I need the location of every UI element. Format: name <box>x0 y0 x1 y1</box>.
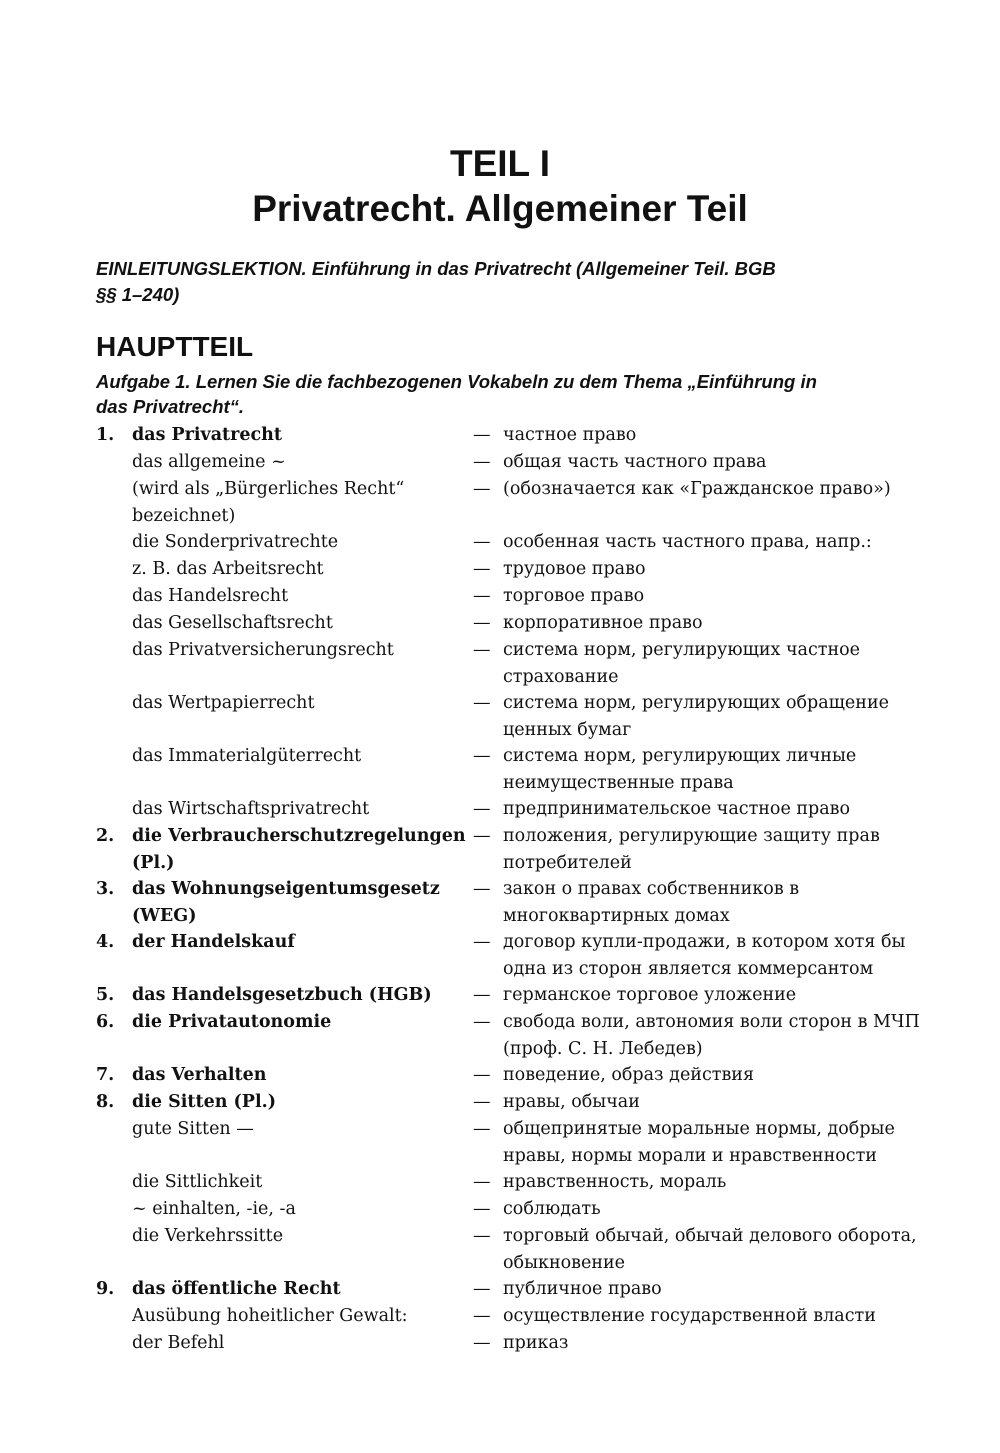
dash-separator: — <box>473 1119 491 1139</box>
russian-translation: договор купли-продажи, в котором хотя бы одна из сторон является коммерсантом <box>503 932 906 979</box>
entry-number: 2. <box>96 826 115 846</box>
dash-separator: — <box>473 985 491 1005</box>
lesson-title-line: §§ 1–240) <box>96 284 180 305</box>
russian-translation: закон о правах собственников в многоквартирных домах <box>503 879 800 926</box>
dash-separator: — <box>473 1012 491 1032</box>
dash-separator: — <box>473 613 491 633</box>
russian-translation: торговое право <box>503 586 645 606</box>
vocab-entry <box>0 476 1000 529</box>
russian-translation: поведение, образ действия <box>503 1065 754 1085</box>
lesson-title <box>96 256 896 308</box>
german-term: das Privatversicherungsrecht <box>132 640 394 660</box>
russian-translation: частное право <box>503 425 637 445</box>
lesson-title-line: EINLEITUNGSLEKTION. Einführung in das Privatrecht (Allgemeiner Teil. BGB <box>96 258 776 279</box>
vocab-entry <box>0 422 1000 449</box>
dash-separator: — <box>473 799 491 819</box>
russian-translation: торговый обычай, обычай делового оборота, обыкновение <box>503 1226 917 1273</box>
russian-translation: система норм, регулирующих частное страхование <box>503 640 860 687</box>
vocab-entry <box>0 823 1000 876</box>
entry-number: 9. <box>96 1279 115 1299</box>
vocab-entry <box>0 796 1000 823</box>
vocab-entry <box>0 1009 1000 1062</box>
vocab-entry <box>0 1330 1000 1357</box>
entry-number: 4. <box>96 932 115 952</box>
dash-separator: — <box>473 1092 491 1112</box>
russian-translation: предпринимательское частное право <box>503 799 851 819</box>
german-term: die Privatautonomie <box>132 1012 332 1032</box>
vocab-entry <box>0 1116 1000 1169</box>
vocab-entry <box>0 876 1000 929</box>
section-heading: HAUPTTEIL <box>96 331 254 362</box>
russian-translation: нравы, обычаи <box>503 1092 640 1112</box>
dash-separator: — <box>473 1279 491 1299</box>
russian-translation: свобода воли, автономия воли сторон в МЧП (проф. С. Н. Лебедев) <box>503 1012 920 1059</box>
vocab-entry <box>0 982 1000 1009</box>
russian-translation: корпоративное право <box>503 613 703 633</box>
german-term: Ausübung hoheitlicher Gewalt: <box>132 1306 408 1326</box>
entry-number: 1. <box>96 425 115 445</box>
vocab-entry <box>0 1223 1000 1276</box>
dash-separator: — <box>473 532 491 552</box>
dash-separator: — <box>473 1199 491 1219</box>
german-term: die Verkehrssitte <box>132 1226 284 1246</box>
german-term: das Handelsrecht <box>132 586 289 606</box>
russian-translation: соблюдать <box>503 1199 601 1219</box>
russian-translation: общая часть частного права <box>503 452 767 472</box>
part-title: TEIL I <box>449 143 551 184</box>
vocab-entry <box>0 449 1000 476</box>
dash-separator: — <box>473 1172 491 1192</box>
german-term: der Handelskauf <box>132 932 295 952</box>
dash-separator: — <box>473 640 491 660</box>
dash-separator: — <box>473 879 491 899</box>
russian-translation: (обозначается как «Гражданское право») <box>503 479 891 499</box>
entry-number: 7. <box>96 1065 115 1085</box>
german-term: der Befehl <box>132 1333 225 1353</box>
dash-separator: — <box>473 1226 491 1246</box>
entry-number: 5. <box>96 985 115 1005</box>
german-term: das Gesellschaftsrecht <box>132 613 333 633</box>
dash-separator: — <box>473 586 491 606</box>
task-instruction-line: das Privatrecht“. <box>96 396 245 417</box>
russian-translation: трудовое право <box>503 559 646 579</box>
task-instruction <box>96 369 916 419</box>
entry-number: 6. <box>96 1012 115 1032</box>
dash-separator: — <box>473 1065 491 1085</box>
russian-translation: положения, регулирующие защиту прав потребителей <box>503 826 880 873</box>
dash-separator: — <box>473 452 491 472</box>
dash-separator: — <box>473 479 491 499</box>
russian-translation: система норм, регулирующих обращение ценных бумаг <box>503 693 889 740</box>
german-term: das Wertpapierrecht <box>132 693 315 713</box>
german-term: das Verhalten <box>132 1065 267 1085</box>
russian-translation: осуществление государственной власти <box>503 1306 876 1326</box>
russian-translation: особенная часть частного права, напр.: <box>503 532 872 552</box>
german-term: die Verbraucherschutzregelungen (Pl.) <box>132 826 466 873</box>
dash-separator: — <box>473 1306 491 1326</box>
dash-separator: — <box>473 425 491 445</box>
german-term: gute Sitten — <box>132 1119 254 1139</box>
vocab-entry <box>0 529 1000 556</box>
russian-translation: германское торговое уложение <box>503 985 797 1005</box>
vocab-entry <box>0 1062 1000 1089</box>
german-term: ~ einhalten, -ie, -a <box>132 1199 296 1219</box>
vocab-entry <box>0 610 1000 637</box>
dash-separator: — <box>473 1333 491 1353</box>
german-term: die Sitten (Pl.) <box>132 1092 276 1112</box>
dash-separator: — <box>473 932 491 952</box>
vocabulary-list <box>0 422 1000 1357</box>
vocab-entry <box>0 556 1000 583</box>
vocab-entry <box>0 1089 1000 1116</box>
german-term: das allgemeine ~ <box>132 452 286 472</box>
task-instruction-line: Aufgabe 1. Lernen Sie die fachbezogenen Vokabeln zu dem Thema „Einführung in <box>96 371 817 392</box>
german-term: das öffentliche Recht <box>132 1279 341 1299</box>
entry-number: 3. <box>96 879 115 899</box>
vocab-entry <box>0 583 1000 610</box>
page-title: Privatrecht. Allgemeiner Teil <box>252 188 748 229</box>
russian-translation: система норм, регулирующих личные неимущественные права <box>503 746 857 793</box>
german-term: das Handelsgesetzbuch (HGB) <box>132 985 432 1005</box>
vocab-entry <box>0 1196 1000 1223</box>
german-term: das Immaterialgüterrecht <box>132 746 362 766</box>
dash-separator: — <box>473 826 491 846</box>
vocab-entry <box>0 637 1000 690</box>
german-term: z. B. das Arbeitsrecht <box>132 559 324 579</box>
german-term: das Wohnungseigentumsgesetz (WEG) <box>132 879 440 926</box>
vocab-entry <box>0 1303 1000 1330</box>
german-term: das Wirtschaftsprivatrecht <box>132 799 370 819</box>
german-term: (wird als „Bürgerliches Recht“ bezeichnet) <box>132 479 405 526</box>
vocab-entry <box>0 743 1000 796</box>
entry-number: 8. <box>96 1092 115 1112</box>
russian-translation: приказ <box>503 1333 569 1353</box>
russian-translation: публичное право <box>503 1279 662 1299</box>
dash-separator: — <box>473 693 491 713</box>
vocab-entry <box>0 1276 1000 1303</box>
vocab-entry <box>0 929 1000 982</box>
vocab-entry <box>0 690 1000 743</box>
dash-separator: — <box>473 746 491 766</box>
russian-translation: общепринятые моральные нормы, добрые нравы, нормы морали и нравственности <box>503 1119 895 1166</box>
russian-translation: нравственность, мораль <box>503 1172 727 1192</box>
vocab-entry <box>0 1169 1000 1196</box>
german-term: die Sittlichkeit <box>132 1172 263 1192</box>
german-term: das Privatrecht <box>132 425 282 445</box>
dash-separator: — <box>473 559 491 579</box>
german-term: die Sonderprivatrechte <box>132 532 339 552</box>
